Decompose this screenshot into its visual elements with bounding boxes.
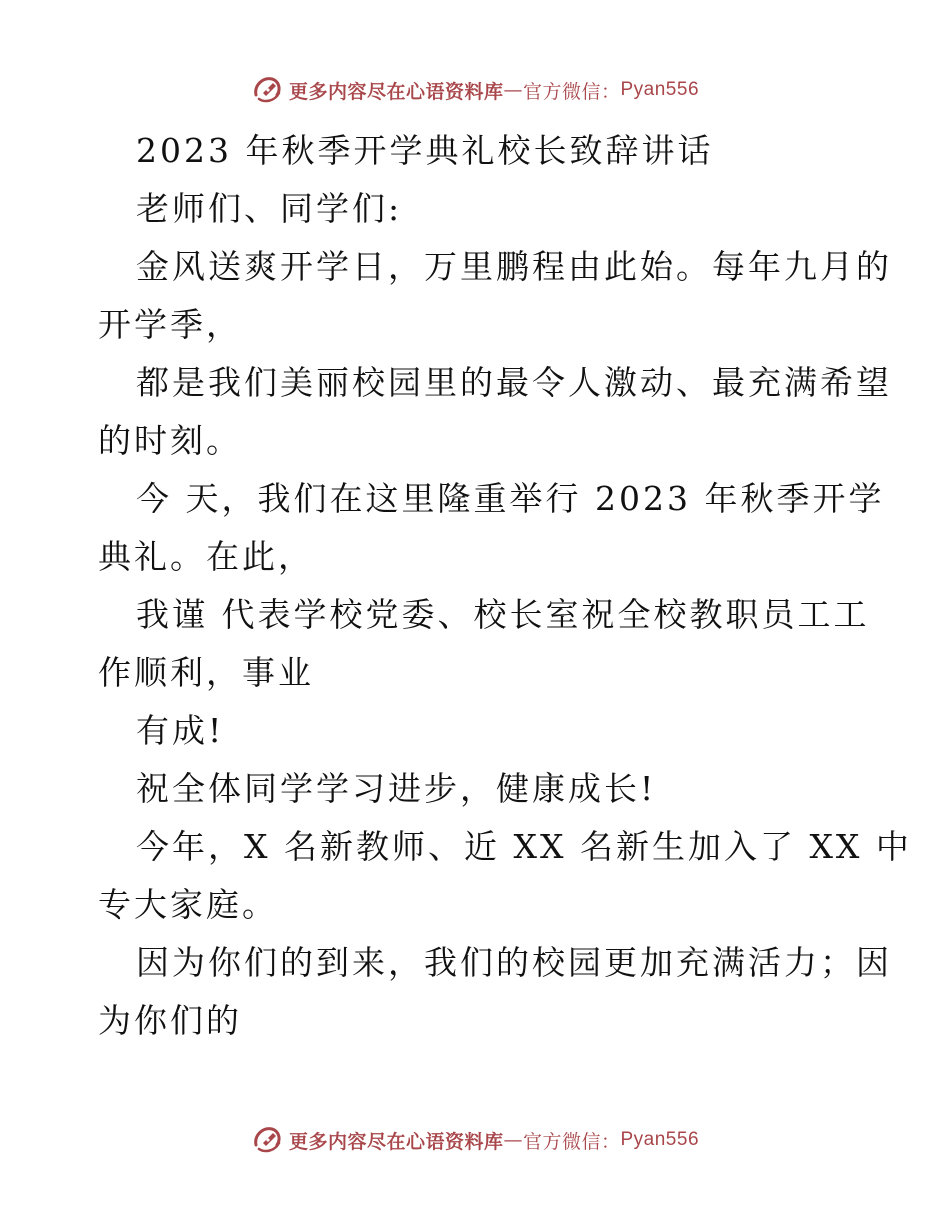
paragraph-line: 的时刻。: [98, 421, 242, 460]
paragraph-line: 为你们的: [98, 1001, 242, 1040]
footer-watermark-banner: [0, 1122, 950, 1158]
paragraph-line: 祝全体同学学习进步，健康成长!: [136, 769, 657, 808]
banner-separator: —: [503, 79, 523, 101]
header-watermark-banner: [0, 72, 950, 108]
banner-brand-text: 更多内容尽在心语资料库: [288, 1130, 504, 1153]
banner-wechat-label: 官方微信：: [522, 1130, 621, 1153]
banner-wechat-id: Pyan556: [620, 1129, 700, 1150]
banner-brand-text: 更多内容尽在心语资料库: [288, 80, 504, 103]
banner-separator: —: [503, 1129, 523, 1151]
banner-wechat-id: Pyan556: [620, 79, 700, 100]
document-body: [98, 122, 912, 1050]
paragraph-line: 金风送爽开学日，万里鹏程由此始。每年九月的: [136, 247, 892, 286]
paragraph-line: 开学季，: [98, 305, 242, 344]
paragraph-line: 今 天，我们在这里隆重举行 2023 年秋季开学: [136, 479, 885, 518]
paragraph-line: 都是我们美丽校园里的最令人激动、最充满希望: [136, 363, 892, 402]
pen-nib-swirl-icon: [251, 73, 285, 107]
pen-nib-swirl-icon: [251, 1123, 285, 1157]
banner-wechat-label: 官方微信：: [522, 80, 621, 103]
paragraph-line: 今年，X 名新教师、近 XX 名新生加入了 XX 中: [136, 827, 912, 866]
paragraph-line: 作顺利，事业: [98, 653, 314, 692]
salutation: 老师们、同学们:: [136, 189, 403, 228]
paragraph-line: 有成!: [136, 711, 225, 750]
paragraph-line: 专大家庭。: [98, 885, 278, 924]
paragraph-line: 因为你们的到来，我们的校园更加充满活力；因: [136, 943, 892, 982]
document-title: 2023 年秋季开学典礼校长致辞讲话: [136, 131, 714, 170]
paragraph-line: 典礼。在此，: [98, 537, 314, 576]
paragraph-line: 我谨 代表学校党委、校长室祝全校教职员工工: [136, 595, 870, 634]
